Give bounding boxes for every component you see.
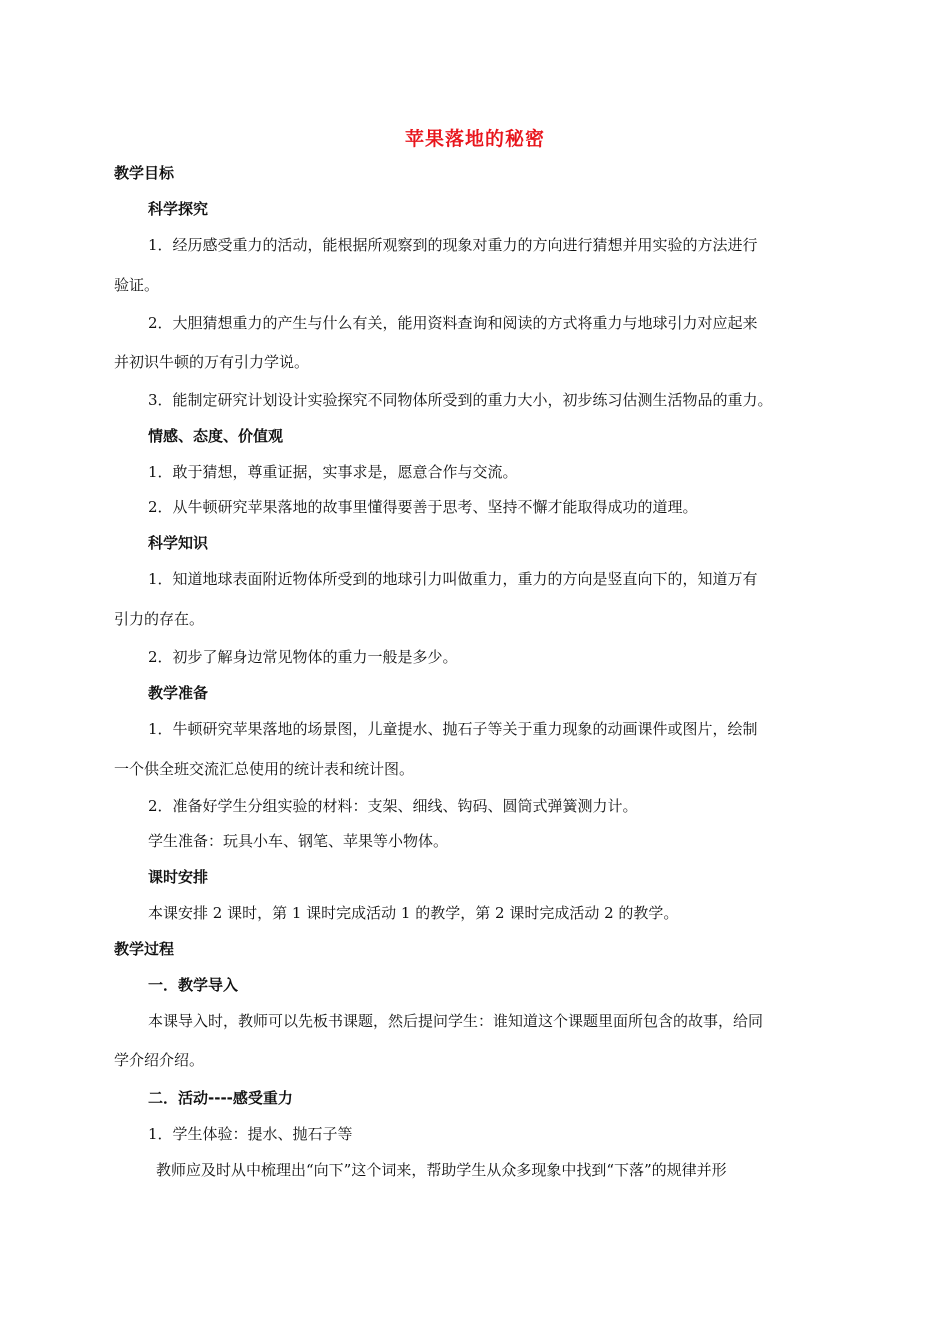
paragraph-line: 学生准备：玩具小车、钢笔、苹果等小物体。 bbox=[148, 832, 449, 850]
paragraph-line: 本课安排 2 课时，第 1 课时完成活动 1 的教学，第 2 课时完成活动 2 的教学。 bbox=[148, 904, 679, 922]
paragraph-line: 本课导入时，教师可以先板书课题，然后提问学生：谁知道这个课题里面所包含的故事，给同 bbox=[148, 1012, 764, 1030]
paragraph-line: 1．学生体验：提水、抛石子等 bbox=[148, 1125, 353, 1143]
paragraph-line: 学介绍介绍。 bbox=[114, 1051, 205, 1069]
paragraph-line: 1．敢于猜想，尊重证据，实事求是，愿意合作与交流。 bbox=[148, 463, 518, 481]
paragraph-line: 2．从牛顿研究苹果落地的故事里懂得要善于思考、坚持不懈才能取得成功的道理。 bbox=[148, 498, 698, 516]
subheading-teaching-preparation: 教学准备 bbox=[148, 684, 209, 702]
subheading-science-inquiry: 科学探究 bbox=[148, 200, 209, 218]
paragraph-line: 1．牛顿研究苹果落地的场景图，儿童提水、抛石子等关于重力现象的动画课件或图片，绘制 bbox=[148, 720, 758, 738]
subheading-activity-feel-gravity: 二．活动----感受重力 bbox=[148, 1089, 293, 1107]
paragraph-line: 2．初步了解身边常见物体的重力一般是多少。 bbox=[148, 648, 458, 666]
paragraph-line: 引力的存在。 bbox=[114, 610, 205, 628]
paragraph-line: 3．能制定研究计划设计实验探究不同物体所受到的重力大小，初步练习估测生活物品的重力。 bbox=[148, 391, 773, 409]
paragraph-line: 一个供全班交流汇总使用的统计表和统计图。 bbox=[114, 760, 415, 778]
paragraph-line: 2．准备好学生分组实验的材料：支架、细线、钩码、圆筒式弹簧测力计。 bbox=[148, 797, 638, 815]
heading-teaching-process: 教学过程 bbox=[114, 940, 175, 958]
paragraph-line: 1．经历感受重力的活动，能根据所观察到的现象对重力的方向进行猜想并用实验的方法进行 bbox=[148, 236, 758, 254]
subheading-introduction: 一．教学导入 bbox=[148, 976, 239, 994]
paragraph-line: 2．大胆猜想重力的产生与什么有关，能用资料查询和阅读的方式将重力与地球引力对应起来 bbox=[148, 314, 758, 332]
subheading-science-knowledge: 科学知识 bbox=[148, 534, 209, 552]
paragraph-line: 并初识牛顿的万有引力学说。 bbox=[114, 353, 310, 371]
document-title: 苹果落地的秘密 bbox=[404, 128, 545, 150]
heading-teaching-goals: 教学目标 bbox=[114, 164, 175, 182]
subheading-class-schedule: 课时安排 bbox=[148, 868, 209, 886]
paragraph-line: 1．知道地球表面附近物体所受到的地球引力叫做重力，重力的方向是竖直向下的，知道万有 bbox=[148, 570, 758, 588]
paragraph-line: 验证。 bbox=[114, 276, 160, 294]
subheading-emotion-attitude-values: 情感、态度、价值观 bbox=[148, 427, 284, 445]
paragraph-line: 教师应及时从中梳理出“向下”这个词来，帮助学生从众多现象中找到“下落”的规律并形 bbox=[156, 1161, 727, 1179]
